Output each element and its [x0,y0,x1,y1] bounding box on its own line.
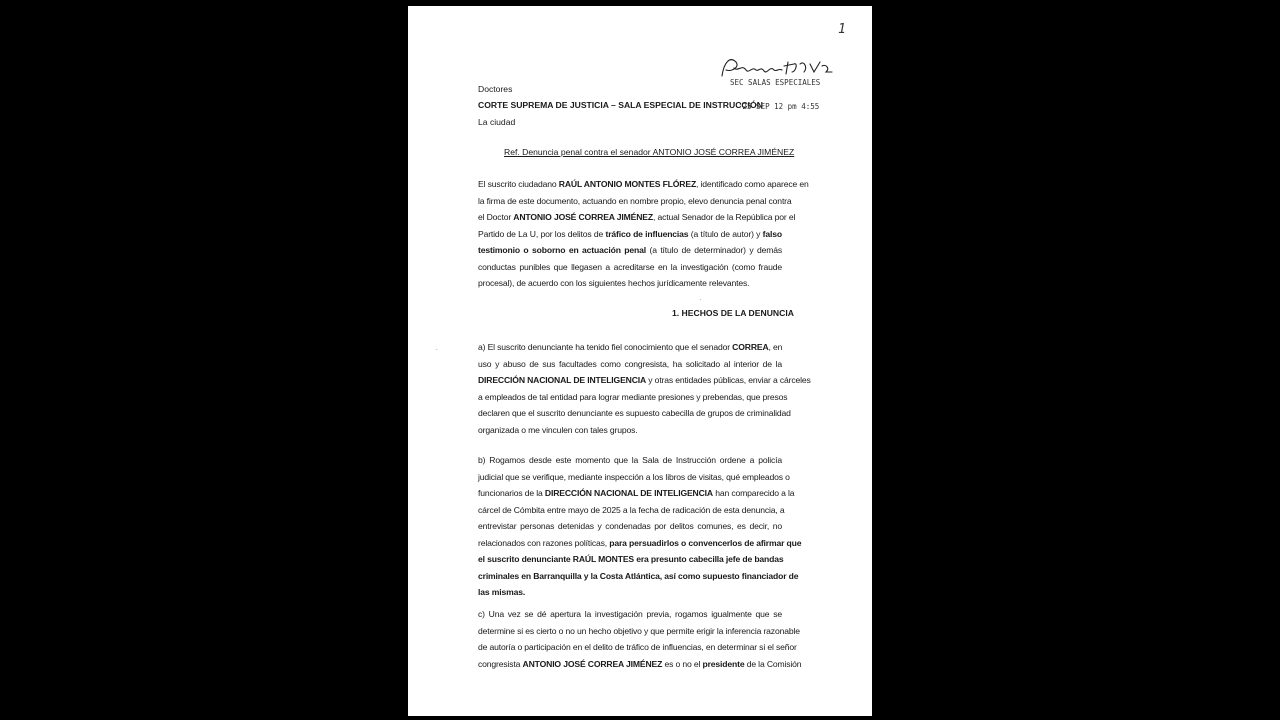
reference-line: Ref. Denuncia penal contra el senador ANTONIO JOSÉ CORREA JIMÉNEZ [504,147,795,157]
text-line [478,568,799,584]
text-run: congresista [478,658,523,669]
text-run: de autoría o participación en el delito de tráfico de influencias, en determinar si el señor [478,642,797,652]
text-run: determine si es cierto o no un hecho objetivo y que permite erigir la inferencia razonable [478,625,800,636]
text-run: Partido de La U, por los delitos de [478,228,606,239]
page-number: 1 [838,22,846,37]
text-run: conductas punibles que llegasen a acreditarse en la investigación (como fraude [478,261,782,272]
text-line [478,422,782,438]
text-line [478,176,809,192]
text-line [478,502,785,518]
text-run: a) El suscrito denunciante ha tenido fiel conocimiento que el senador [478,342,733,352]
text-run: y otras entidades públicas, enviar a cárceles [646,375,811,385]
text-run: funcionarios de la [478,488,545,498]
text-run: organizada o me vinculen con tales grupos. [478,424,638,435]
bold-text: DIRECCIÓN NACIONAL DE INTELIGENCIA [544,488,713,498]
bold-text: ANTONIO JOSÉ CORREA JIMÉNEZ [513,212,653,222]
text-run: procesal), de acuerdo con los siguientes hechos jurídicamente relevantes. [478,278,750,288]
text-line [478,389,788,405]
bold-text: RAÚL ANTONIO MONTES FLÓREZ [558,179,697,189]
text-line [478,372,811,388]
bold-text: criminales en Barranquilla y la Costa Atlántica, así como supuesto financiador de [478,570,799,581]
text-line [478,405,791,421]
text-line [478,535,802,551]
text-line [478,485,795,501]
recipient: Doctores [478,84,513,94]
text-run: la firma de este documento, actuando en nombre propio, elevo denuncia penal contra [478,195,792,206]
text-run: declaren que el suscrito denunciante es supuesto cabecilla de grupos de criminalidad [478,408,791,418]
text-line [478,242,782,258]
text-run: , identificado como aparece en [696,179,809,189]
text-run: de la Comisión [744,658,802,669]
text-line [478,356,782,372]
scan-speck: . [700,296,702,302]
text-run: (a título de determinador) y demás [646,245,782,255]
text-line [478,656,802,672]
stamp-date: ’25 SEP 12 pm 4:55 [738,102,820,111]
text-line [478,623,800,639]
text-run: judicial que se verifique, mediante inspección a los libros de visitas, qué empleados o [478,471,790,482]
text-line [478,452,782,468]
text-run: han comparecido a la [712,488,795,498]
bold-text: falso [762,228,782,239]
text-line [478,193,792,209]
text-run: , actual Senador de la República por el [652,212,796,222]
text-run: (a título de autor) y [688,228,763,239]
bold-text: presidente [702,658,745,669]
text-line [478,518,782,534]
bold-text: el suscrito denunciante RAÚL MONTES era presunto cabecilla jefe de bandas [478,554,784,564]
bold-text: ANTONIO JOSÉ CORREA JIMÉNEZ [522,658,663,669]
city: La ciudad [478,117,516,127]
text-run: c) Una vez se dé apertura la investigación previa, rogamos igualmente que se [478,609,782,619]
text-run: el Doctor [478,212,514,222]
text-run: cárcel de Cómbita entre mayo de 2025 a la fecha de radicación de esta denuncia, a [478,504,785,515]
text-line [478,469,790,485]
document-page [408,6,872,716]
text-line [478,226,782,242]
text-run: El suscrito ciudadano [478,179,559,189]
text-run: entrevistar personas detenidas y condenadas por delitos comunes, es decir, no [478,521,782,531]
bold-text: tráfico de influencias [605,228,689,239]
bold-text: CORREA [732,342,769,352]
text-line [478,639,797,655]
text-line [478,606,782,622]
text-run: es o no el [662,658,703,669]
text-line [478,275,782,291]
bold-text: para persuadirlos o convencerlos de afirmar que [609,537,802,548]
bold-text: DIRECCIÓN NACIONAL DE INTELIGENCIA [478,375,647,385]
text-run: relacionados con razones políticas, [478,537,610,548]
text-line [478,209,796,225]
text-line [478,584,782,600]
court-name: CORTE SUPREMA DE JUSTICIA – SALA ESPECIAL DE INSTRUCCIÓN [478,100,763,110]
bold-text: testimonio o soborno en actuación penal [478,245,646,255]
text-line [478,259,782,275]
text-line [478,339,782,355]
text-line [478,551,782,567]
text-run: b) Rogamos desde este momento que la Sala de Instrucción ordene a policía [478,455,782,465]
stamp-sec: SEC SALAS ESPECIALES [730,78,821,87]
scan-speck: . [436,346,438,352]
text-run: , en [768,342,783,352]
text-run: uso y abuso de sus facultades como congresista, ha solicitado al interior de la [478,358,782,369]
bold-text: las mismas. [478,587,526,597]
text-run: a empleados de tal entidad para lograr mediante presiones y prebendas, que presos [478,391,788,402]
section-heading: 1. HECHOS DE LA DENUNCIA [672,308,794,318]
